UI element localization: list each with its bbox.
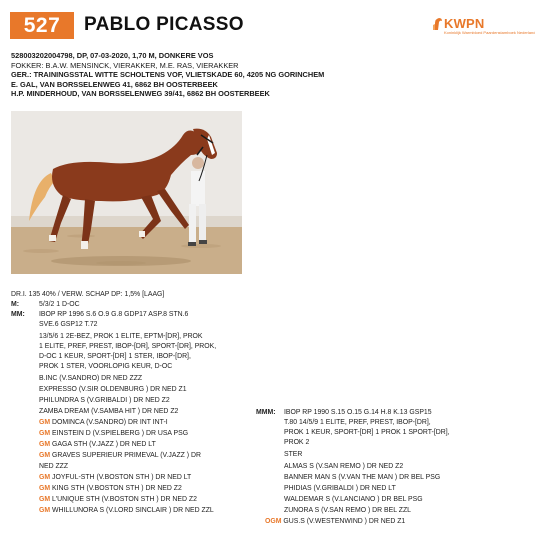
- gm-badge: GM: [39, 441, 51, 448]
- kwpn-logo: [432, 16, 535, 38]
- gm-badge: GM: [39, 419, 51, 426]
- registration-line: 528003202004798, DP, 07-03-2020, 1,70 M, DONKERE VOS: [11, 51, 214, 60]
- gm-badge: GM: [39, 485, 51, 492]
- horse-info: [11, 51, 506, 99]
- list-item: GM JOYFUL-STH (V.BOSTON STH ) DR NED LT: [39, 474, 192, 481]
- mmm-label: MMM:: [256, 409, 276, 416]
- mmm-line-2: PROK 1 KEUR, SPORT-[DR] 1 PROK 1 SPORT-[DR],: [284, 429, 450, 436]
- list-item: PHIDIAS (V.GRIBALDI ) DR NED LT: [284, 485, 396, 492]
- header: [0, 0, 535, 40]
- mm-line-0: IBOP RP 1996 S.6 O.9 G.8 GDP17 ASP.8 STN.6: [39, 311, 189, 318]
- dr-line: DR.I. 135 40% / VERW. SCHAP DP: 1,5% [LAAG]: [11, 291, 165, 298]
- list-item: GM DOMINCA (V.SANDRO) DR INT INT-I: [39, 419, 168, 426]
- m-label: M:: [11, 301, 20, 308]
- list-item: ZUNORA S (V.SAN REMO ) DR BEL ZZL: [284, 507, 411, 514]
- horse-name: PABLO PICASSO: [84, 14, 244, 35]
- breeder-line: FOKKER: B.A.W. MENSINCK, VIERAKKER, M.E. RAS, VIERAKKER: [11, 60, 239, 70]
- horse-photo: [11, 111, 242, 274]
- list-item: GM WHILLUNORA S (V.LORD SINCLAIR ) DR NED ZZL: [39, 507, 214, 514]
- gm-badge: GM: [39, 507, 51, 514]
- mm-line-3: 1 ELITE, PREF, PREST, IBOP-[DR], SPORT-[DR], PROK,: [39, 343, 217, 350]
- mmm-line-0: MMM: IBOP RP 1990 S.15 O.15 G.14 H.8 K.13 GSP15: [256, 409, 432, 416]
- list-item: GM GAGA STH (V.JAZZ ) DR NED LT: [39, 441, 156, 448]
- list-item: GM EINSTEIN D (V.SPIELBERG ) DR USA PSG: [39, 430, 189, 437]
- list-item: ZAMBA DREAM (V.SAMBA HIT ) DR NED Z2: [39, 408, 179, 415]
- owner-line-2: E. GAL, VAN BORSSELENWEG 41, 6862 BH OOSTERBEEK: [11, 79, 218, 89]
- owner-line-1: GER.: TRAININGSSTAL WITTE SCHOLTENS VOF, VLIETSKADE 60, 4205 NG GORINCHEM: [11, 70, 325, 80]
- gm-badge: GM: [39, 496, 51, 503]
- horse-illustration: [11, 111, 242, 274]
- gm-badge: GM: [39, 430, 51, 437]
- mm-label-row: [11, 310, 39, 320]
- mmm-line-1: T.80 14/5/9 1 ELITE, PREF, PREST, IBOP-[DR],: [284, 419, 431, 426]
- ogm-badge: OGM: [265, 518, 282, 525]
- list-item: PHILUNDRA S (V.GRIBALDI ) DR NED Z2: [39, 397, 170, 404]
- gm-badge: GM: [39, 452, 51, 459]
- list-item: BANNER MAN S (V.VAN THE MAN ) DR BEL PSG: [284, 474, 441, 481]
- list-item: WALDEMAR S (V.LANCIANO ) DR BEL PSG: [284, 496, 423, 503]
- mm-label: MM:: [11, 311, 25, 318]
- dam-line: [11, 300, 80, 310]
- mm-line-5: PROK 1 STER, VOORLOPIG KEUR, D-OC: [39, 363, 173, 370]
- mm-line-4: D-OC 1 KEUR, SPORT-[DR] 1 STER, IBOP-[DR],: [39, 353, 191, 360]
- list-item: ALMAS S (V.SAN REMO ) DR NED Z2: [284, 463, 404, 470]
- list-item: EXPRESSO (V.SIR OLDENBURG ) DR NED Z1: [39, 386, 187, 393]
- list-item: OGM GUS.S (V.WESTENWIND ) DR NED Z1: [265, 518, 406, 525]
- mm-line-2: 13/5/6 1 2E-BEZ, PROK 1 ELITE, EPTM-[DR], PROK: [39, 333, 203, 340]
- kwpn-logo-icon: [432, 17, 443, 31]
- logo-subtext: Koninklijk Warmbloed Paardenstamboek Nederland: [444, 30, 535, 35]
- lot-number: 527: [10, 12, 74, 39]
- list-item: NED ZZZ: [39, 463, 69, 470]
- owner-line-3: H.P. MINDERHOUD, VAN BORSSELENWEG 39/41, 6862 BH OOSTERBEEK: [11, 89, 270, 99]
- list-item: GM GRAVES SUPERIEUR PRIMEVAL (V.JAZZ ) DR: [39, 452, 201, 459]
- list-item: GM L'UNIQUE STH (V.BOSTON STH ) DR NED Z2: [39, 496, 197, 503]
- list-item: GM KING STH (V.BOSTON STH ) DR NED Z2: [39, 485, 182, 492]
- list-item: B.INC (V.SANDRO) DR NED ZZZ: [39, 375, 143, 382]
- mmm-line-4: STER: [284, 451, 303, 458]
- mmm-line-3: PROK 2: [284, 439, 310, 446]
- logo-text: KWPN: [444, 16, 485, 31]
- mm-line-1: SVE.6 GSP12 T.72: [39, 321, 98, 328]
- gm-badge: GM: [39, 474, 51, 481]
- m-value: 5/3/2 1 D-OC: [39, 301, 80, 308]
